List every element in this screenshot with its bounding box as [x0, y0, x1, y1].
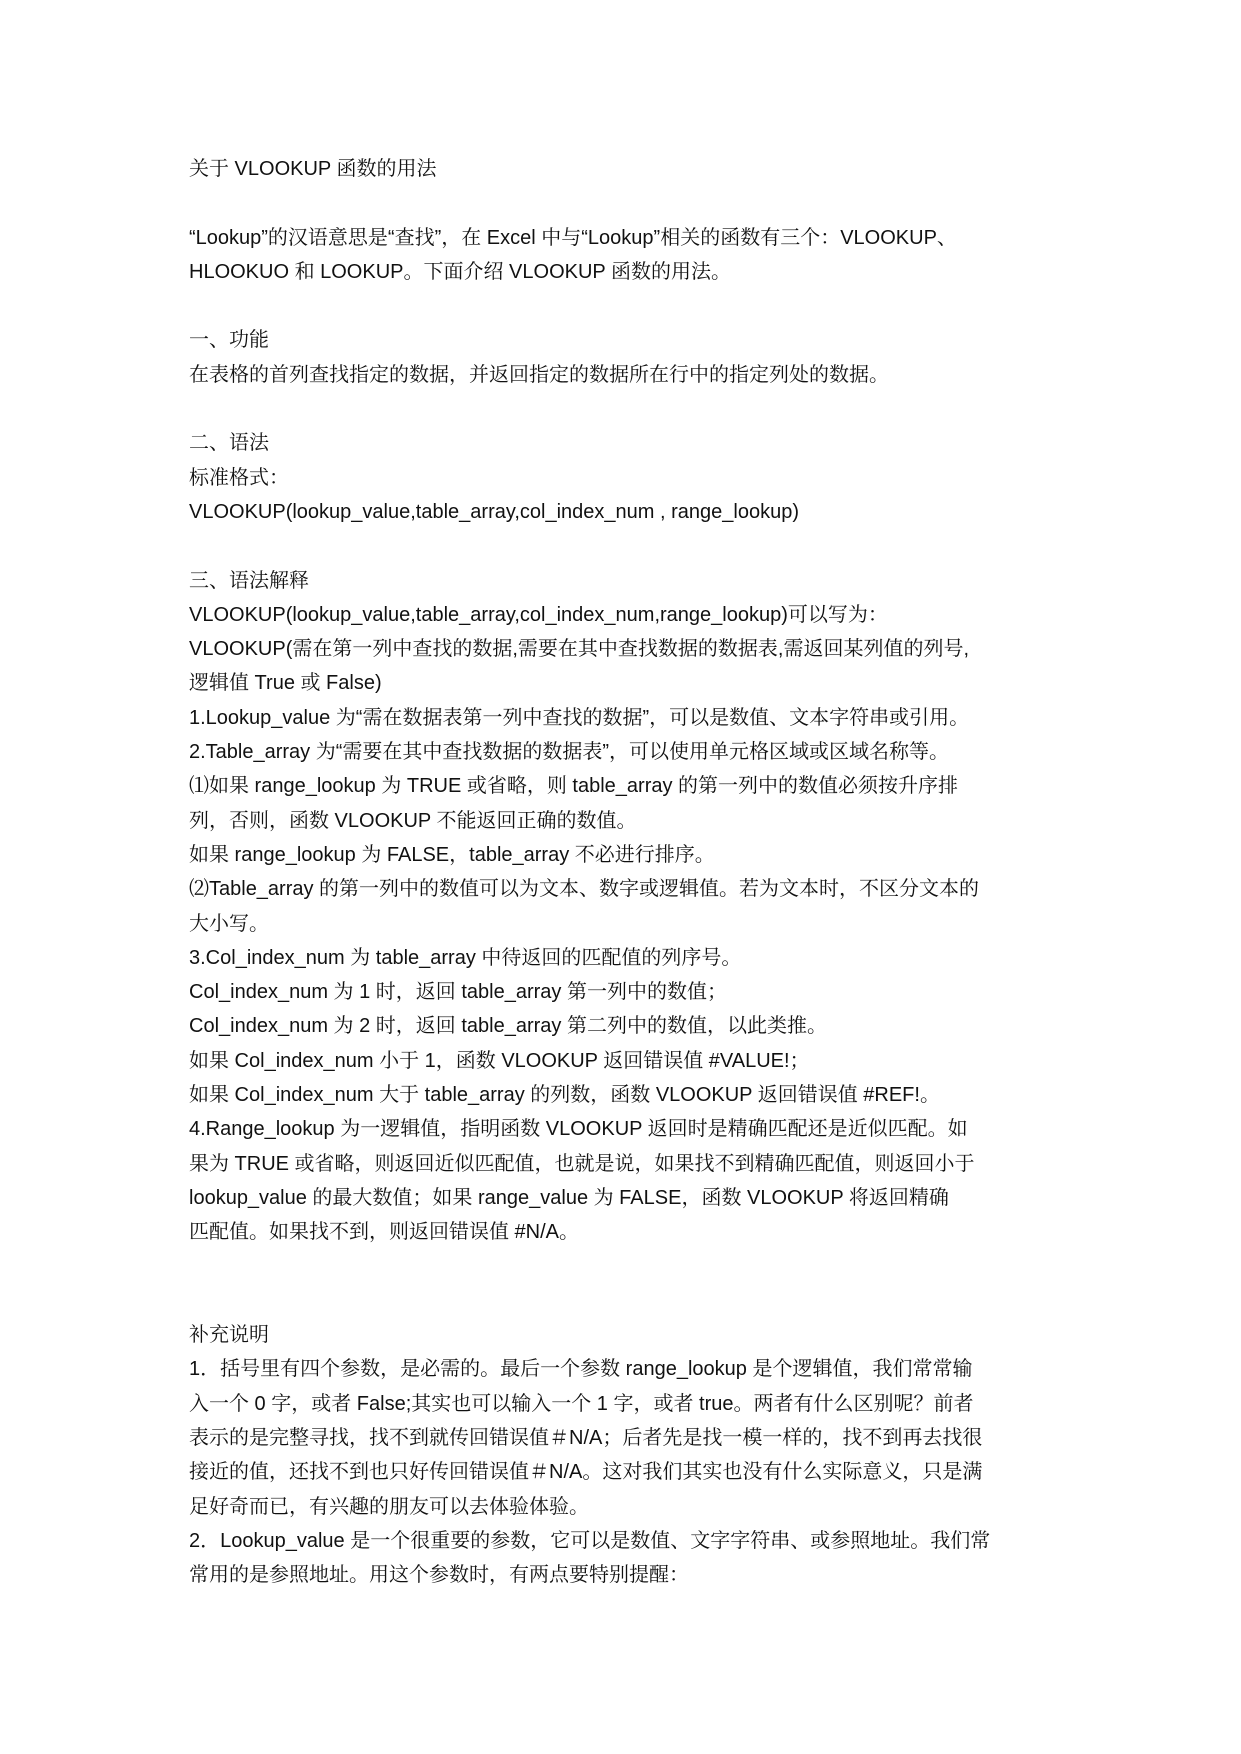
paragraph-line: 接近的值，还找不到也只好传回错误值＃N/A。这对我们其实也没有什么实际意义，只是满 — [189, 1461, 983, 1484]
paragraph-line: 标准格式： — [189, 466, 289, 489]
spacer — [189, 392, 1061, 426]
document-body — [189, 152, 1061, 1592]
paragraph-line: 足好奇而已，有兴趣的朋友可以去体验体验。 — [189, 1495, 589, 1518]
paragraph-line: 匹配值。如果找不到，则返回错误值 #N/A。 — [189, 1221, 580, 1244]
paragraph-line: 常用的是参照地址。用这个参数时，有两点要特别提醒： — [189, 1564, 689, 1587]
intro-line: “Lookup”的汉语意思是“查找”，在 Excel 中与“Lookup”相关的函数有三个：VLOOKUP、 — [189, 226, 957, 249]
spacer — [189, 289, 1061, 323]
paragraph-line: Col_index_num 为 2 时，返回 table_array 第二列中的数值，以此类推。 — [189, 1015, 827, 1038]
paragraph-line: 在表格的首列查找指定的数据，并返回指定的数据所在行中的指定列处的数据。 — [189, 363, 889, 386]
spacer — [189, 1250, 1061, 1284]
paragraph-line: lookup_value 的最大数值；如果 range_value 为 FALSE，函数 VLOOKUP 将返回精确 — [189, 1186, 949, 1209]
paragraph-line: VLOOKUP(lookup_value,table_array,col_index_num,range_lookup)可以写为： — [189, 603, 888, 626]
paragraph-line: 如果 range_lookup 为 FALSE，table_array 不必进行排序。 — [189, 843, 715, 866]
paragraph-line: ⑵Table_array 的第一列中的数值可以为文本、数字或逻辑值。若为文本时，不区分文本的 — [189, 878, 980, 901]
paragraph-line: 表示的是完整寻找，找不到就传回错误值＃N/A；后者先是找一模一样的，找不到再去找很 — [189, 1426, 983, 1449]
section-heading-supplement: 补充说明 — [189, 1324, 269, 1347]
paragraph-line: VLOOKUP(需在第一列中查找的数据,需要在其中查找数据的数据表,需返回某列值的列号, — [189, 638, 970, 661]
paragraph-line: 逻辑值 True 或 False) — [189, 672, 382, 695]
paragraph-line: 入一个 0 字，或者 False;其实也可以输入一个 1 字，或者 true。两者有什么区别呢？前者 — [189, 1392, 974, 1415]
paragraph-line: 1.Lookup_value 为“需在数据表第一列中查找的数据”，可以是数值、文本字符串或引用。 — [189, 706, 970, 729]
paragraph-line: 2.Table_array 为“需要在其中查找数据的数据表”，可以使用单元格区域或区域名称等。 — [189, 741, 950, 764]
paragraph-line: 2．Lookup_value 是一个很重要的参数，它可以是数值、文字字符串、或参照地址。我们常 — [189, 1529, 991, 1552]
paragraph-line: 列，否则，函数 VLOOKUP 不能返回正确的数值。 — [189, 809, 637, 832]
document-title: 关于 VLOOKUP 函数的用法 — [189, 158, 437, 180]
paragraph-line: ⑴如果 range_lookup 为 TRUE 或省略，则 table_array 的第一列中的数值必须按升序排 — [189, 775, 959, 798]
spacer — [189, 1284, 1061, 1318]
paragraph-line: Col_index_num 为 1 时，返回 table_array 第一列中的数值； — [189, 981, 727, 1004]
section-heading-syntax-explanation: 三、语法解释 — [189, 569, 309, 592]
paragraph-line: 3.Col_index_num 为 table_array 中待返回的匹配值的列序号。 — [189, 946, 742, 969]
spacer — [189, 529, 1061, 563]
intro-line: HLOOKUO 和 LOOKUP。下面介绍 VLOOKUP 函数的用法。 — [189, 260, 731, 283]
paragraph-line: 4.Range_lookup 为一逻辑值，指明函数 VLOOKUP 返回时是精确匹配还是近似匹配。如 — [189, 1118, 968, 1141]
section-heading-syntax: 二、语法 — [189, 432, 269, 455]
paragraph-line: 如果 Col_index_num 大于 table_array 的列数，函数 VLOOKUP 返回错误值 #REF!。 — [189, 1084, 940, 1107]
paragraph-line: 1．括号里有四个参数，是必需的。最后一个参数 range_lookup 是个逻辑值，我们常常输 — [189, 1358, 973, 1381]
syntax-formula: VLOOKUP(lookup_value,table_array,col_index_num , range_lookup) — [189, 500, 799, 523]
paragraph-line: 如果 Col_index_num 小于 1，函数 VLOOKUP 返回错误值 #VALUE!； — [189, 1049, 810, 1072]
paragraph-line: 大小写。 — [189, 912, 269, 935]
paragraph-line: 果为 TRUE 或省略，则返回近似匹配值，也就是说，如果找不到精确匹配值，则返回小于 — [189, 1152, 975, 1175]
spacer — [189, 186, 1061, 220]
section-heading-function: 一、功能 — [189, 329, 269, 352]
